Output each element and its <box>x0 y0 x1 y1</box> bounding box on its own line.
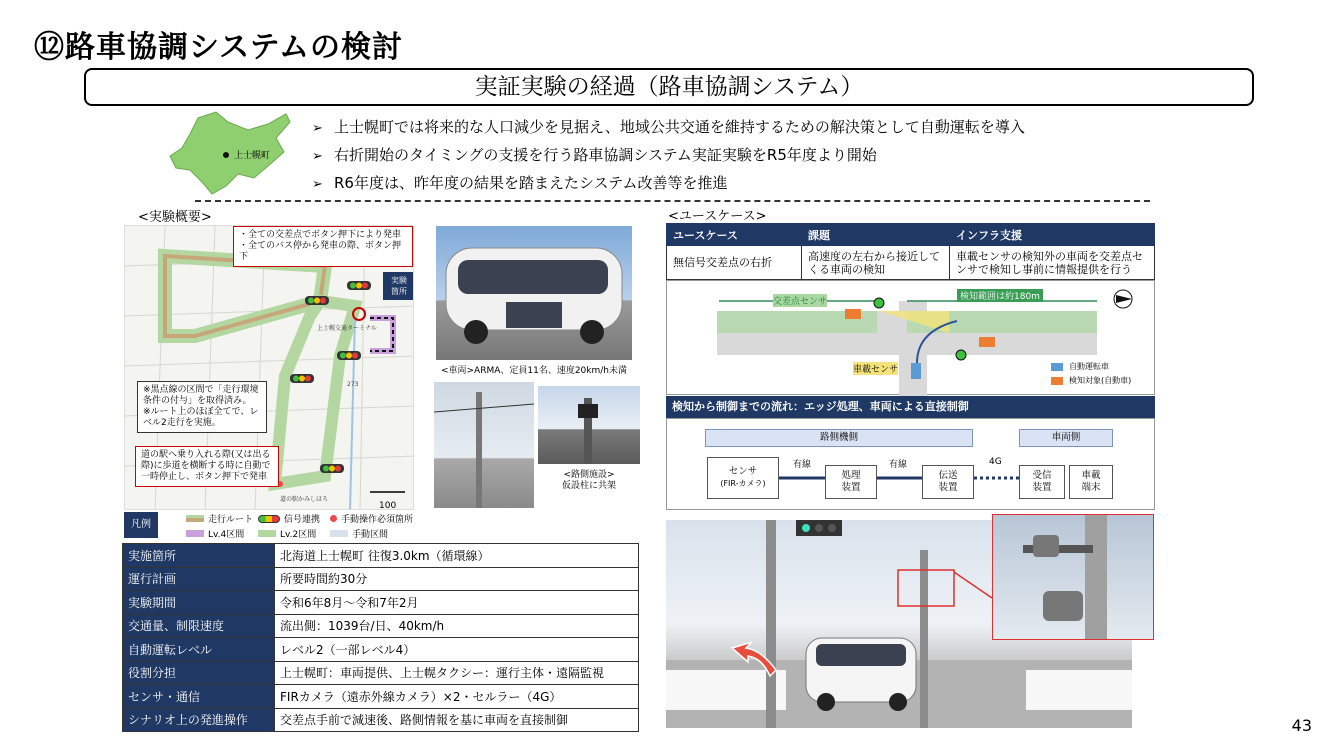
experiment-tag: 実験 箇所 <box>383 272 414 300</box>
bullet-list <box>312 116 1025 200</box>
svg-text:上士幌交通ターミナル: 上士幌交通ターミナル <box>317 325 377 332</box>
bullet-arrow-icon: ➢ <box>312 149 323 164</box>
roadside-caption: <路側施設> 仮設柱に共架 <box>561 470 616 491</box>
roadside-photo-1 <box>434 382 534 508</box>
info-table <box>122 543 639 732</box>
info-value: FIRカメラ（遠赤外線カメラ）×2・セルラー（4G） <box>275 685 639 709</box>
info-value: 上士幌町：車両提供、上士幌タクシー：運行主体・遠隔監視 <box>275 661 639 685</box>
info-key: 役割分担 <box>123 661 275 685</box>
intersection-sensor-label: 交差点センサ <box>773 294 827 307</box>
onboard-terminal-box: 車載 端末 <box>1069 465 1113 499</box>
usecase-diagram <box>666 280 1155 395</box>
info-row <box>123 661 639 685</box>
signal-icon <box>337 351 361 360</box>
route-note-mid: ※黒点線の区間で「走行環境条件の付与」を取得済み。 ※ルート上のほぼ全てで、レベル2走行を実施。 <box>137 381 267 433</box>
info-row <box>123 544 639 568</box>
bullet-item: ➢ 右折開始のタイミングの支援を行う路車協調システム実証実験をR5年度より開始 <box>312 146 877 164</box>
vehicle-sensor-label: 車載センサ <box>853 362 898 375</box>
info-row <box>123 614 639 638</box>
usecase-table: ユースケース 課題 インフラ支援 無信号交差点の右折 高速度の左右から接近してくる車両の検知 車載センサの検知外の車両を交差点センサで検知し事前に情報提供を行う <box>666 223 1155 280</box>
section-banner: 実証実験の経過（路車協調システム） <box>84 68 1254 106</box>
vehicle-photo <box>436 226 632 360</box>
info-key: センサ・通信 <box>123 685 275 709</box>
info-key: 実施箇所 <box>123 544 275 568</box>
signal-icon <box>320 464 344 473</box>
vehicle-header: 車両側 <box>1019 429 1113 447</box>
legend-auto-vehicle: 自動運転車 <box>1069 362 1109 371</box>
sensor-closeup-photo <box>992 514 1154 640</box>
route-map <box>124 225 414 510</box>
page-number: 43 <box>1291 716 1312 735</box>
info-row <box>123 591 639 615</box>
wired-label-1: 有線 <box>793 460 812 470</box>
signal-icon <box>258 515 280 523</box>
processor-box: 処理 装置 <box>825 465 877 499</box>
callout-arrow <box>952 562 1002 602</box>
page-title: ⑫路車協調システムの検討 <box>34 30 403 65</box>
map-legend: 凡例 走行ルート 信号連携 手動操作必須箇所 Lv.4区間 Lv.2区間 手動区間 <box>124 510 414 540</box>
hokkaido-map <box>168 108 308 198</box>
divider <box>195 200 1150 202</box>
info-row <box>123 638 639 662</box>
info-value: 流出側：1039台/日、40km/h <box>275 614 639 638</box>
bullet-arrow-icon: ➢ <box>312 121 323 136</box>
info-row <box>123 708 639 732</box>
info-key: 自動運転レベル <box>123 638 275 662</box>
signal-icon <box>305 296 329 305</box>
bullet-item: ➢ R6年度は、昨年度の結果を踏まえたシステム改善等を推進 <box>312 174 728 192</box>
range-label: 検知範囲は約180m <box>957 289 1043 302</box>
wired-label-2: 有線 <box>889 460 908 470</box>
svg-text:道の駅かみしほろ: 道の駅かみしほろ <box>280 496 329 503</box>
info-value: 交差点手前で減速後、路側情報を基に車両を直接制御 <box>275 708 639 732</box>
sensor-box: センサ (FIR-カメラ) <box>707 457 779 499</box>
roadside-photo-2 <box>538 386 640 464</box>
flow-diagram <box>666 418 1155 510</box>
info-key: 実験期間 <box>123 591 275 615</box>
info-key: 交通量、制限速度 <box>123 614 275 638</box>
usecase-label: <ユースケース> <box>668 209 767 224</box>
signal-icon <box>347 281 371 290</box>
info-row <box>123 685 639 709</box>
bullet-item: ➢ 上士幌町では将来的な人口減少を見据え、地域公共交通を維持するための解決策として自動運転を導入 <box>312 118 1025 136</box>
map-town-label: 上士幌町 <box>234 151 271 161</box>
info-row <box>123 567 639 591</box>
legend-target-vehicle: 検知対象(自動車) <box>1069 376 1132 385</box>
receiver-box: 受信 装置 <box>1019 465 1065 499</box>
overview-label: <実験概要> <box>138 210 212 225</box>
info-key: シナリオ上の発進操作 <box>123 708 275 732</box>
info-value: 令和6年8月～令和7年2月 <box>275 591 639 615</box>
route-note-bottom: 道の駅へ乗り入れる際(又は出る際)に歩道を横断する時に自動で一時停止し、ボタン押下で発車 <box>135 446 279 487</box>
svg-text:100: 100 <box>379 501 397 511</box>
vehicle-caption: <車両>ARMA、定員11名、速度20km/h未満 <box>440 366 628 376</box>
net-label: 4G <box>989 457 1002 467</box>
route-note-top: ・全ての交差点でボタン押下により発車 ・全てのバス停から発車の際、ボタン押下 <box>233 226 413 267</box>
svg-text:273: 273 <box>347 381 359 388</box>
bullet-arrow-icon: ➢ <box>312 177 323 192</box>
info-key: 運行計画 <box>123 567 275 591</box>
info-value: 所要時間約30分 <box>275 567 639 591</box>
signal-icon <box>290 374 314 383</box>
roadside-header: 路側機側 <box>705 429 973 447</box>
info-value: レベル2（一部レベル4） <box>275 638 639 662</box>
legend-tag: 凡例 <box>124 512 158 538</box>
flow-header: 検知から制御までの流れ：エッジ処理、車両による直接制御 <box>666 396 1155 418</box>
info-value: 北海道上士幌町 往復3.0km（循環線） <box>275 544 639 568</box>
manual-point-icon <box>330 515 337 522</box>
transmitter-box: 伝送 装置 <box>922 465 974 499</box>
